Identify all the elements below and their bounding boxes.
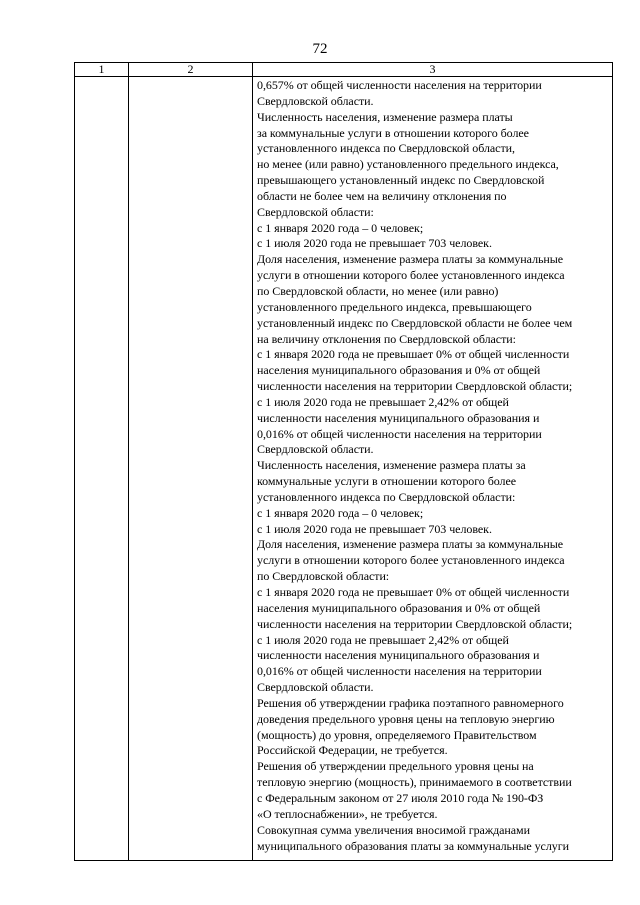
text-line: по Свердловской области:: [257, 569, 390, 584]
text-line: с 1 января 2020 года не превышает 0% от общей численности: [257, 347, 570, 362]
cell-column-1: [75, 77, 129, 861]
text-line: 0,016% от общей численности населения на территории: [257, 426, 542, 441]
text-line: с 1 июля 2020 года не превышает 703 человек.: [257, 236, 492, 251]
text-line: установленного индекса по Свердловской области,: [257, 141, 515, 156]
text-line: области не более чем на величину отклонения по: [257, 188, 507, 203]
text-line: численности населения на территории Свердловской области;: [257, 616, 573, 631]
column-header-3: 3: [253, 63, 613, 77]
text-line: Решения об утверждении предельного уровня цены на: [257, 759, 534, 774]
text-line: населения муниципального образования и 0% от общей: [257, 363, 541, 378]
text-line: тепловую энергию (мощность), принимаемого в соответствии: [257, 775, 572, 790]
text-line: установленного индекса по Свердловской области:: [257, 489, 516, 504]
text-line: с Федеральным законом от 27 июля 2010 года № 190-ФЗ: [257, 790, 544, 805]
text-line: Свердловской области.: [257, 442, 374, 457]
text-line: численности населения муниципального образования и: [257, 410, 540, 425]
text-line: но менее (или равно) установленного предельного индекса,: [257, 157, 559, 172]
cell-column-2: [129, 77, 253, 861]
text-line: Совокупная сумма увеличения вносимой гражданами: [257, 822, 530, 837]
table-header-row: [75, 63, 613, 77]
text-line: установленный индекс по Свердловской области не более чем: [257, 315, 573, 330]
text-line: услуги в отношении которого более установленного индекса: [257, 268, 565, 283]
text-line: с 1 января 2020 года – 0 человек;: [257, 505, 424, 520]
text-line: с 1 июля 2020 года не превышает 703 человек.: [257, 521, 492, 536]
column-header-2: 2: [129, 63, 253, 77]
text-line: населения муниципального образования и 0% от общей: [257, 600, 541, 615]
text-line: доведения предельного уровня цены на тепловую энергию: [257, 711, 555, 726]
text-line: численности населения муниципального образования и: [257, 648, 540, 663]
text-line: Численность населения, изменение размера платы: [257, 109, 513, 124]
text-line: 0,016% от общей численности населения на территории: [257, 664, 542, 679]
text-line: Численность населения, изменение размера платы за: [257, 458, 526, 473]
document-table: [74, 62, 613, 861]
text-line: по Свердловской области, но менее (или равно): [257, 283, 499, 298]
text-line: за коммунальные услуги в отношении которого более: [257, 125, 529, 140]
text-line: Российской Федерации, не требуется.: [257, 743, 448, 758]
text-line: Свердловской области.: [257, 93, 374, 108]
text-line: Свердловской области.: [257, 680, 374, 695]
text-line: 0,657% от общей численности населения на территории: [257, 78, 542, 92]
text-line: муниципального образования платы за коммунальные услуги: [257, 838, 569, 853]
text-line: превышающего установленный индекс по Свердловской: [257, 173, 545, 188]
text-line: Свердловской области:: [257, 204, 374, 219]
text-line: коммунальные услуги в отношении которого более: [257, 474, 517, 489]
text-line: Доля населения, изменение размера платы за коммунальные: [257, 252, 564, 267]
text-line: с 1 июля 2020 года не превышает 2,42% от общей: [257, 632, 509, 647]
text-line: численности населения на территории Свердловской области;: [257, 379, 573, 394]
text-line: «О теплоснабжении», не требуется.: [257, 806, 438, 821]
text-line: Решения об утверждении графика поэтапного равномерного: [257, 695, 564, 710]
text-line: на величину отклонения по Свердловской области:: [257, 331, 516, 346]
text-line: установленного предельного индекса, превышающего: [257, 299, 532, 314]
column-header-1: 1: [75, 63, 129, 77]
text-line: с 1 июля 2020 года не превышает 2,42% от общей: [257, 394, 509, 409]
table-row: [75, 77, 613, 861]
text-line: с 1 января 2020 года – 0 человек;: [257, 220, 424, 235]
cell-column-3: [253, 77, 613, 861]
text-line: с 1 января 2020 года не превышает 0% от общей численности: [257, 585, 570, 599]
page-number: 72: [312, 41, 328, 57]
text-line: (мощность) до уровня, определяемого Правительством: [257, 727, 537, 742]
text-line: Доля населения, изменение размера платы за коммунальные: [257, 537, 564, 552]
text-line: услуги в отношении которого более установленного индекса: [257, 553, 565, 568]
